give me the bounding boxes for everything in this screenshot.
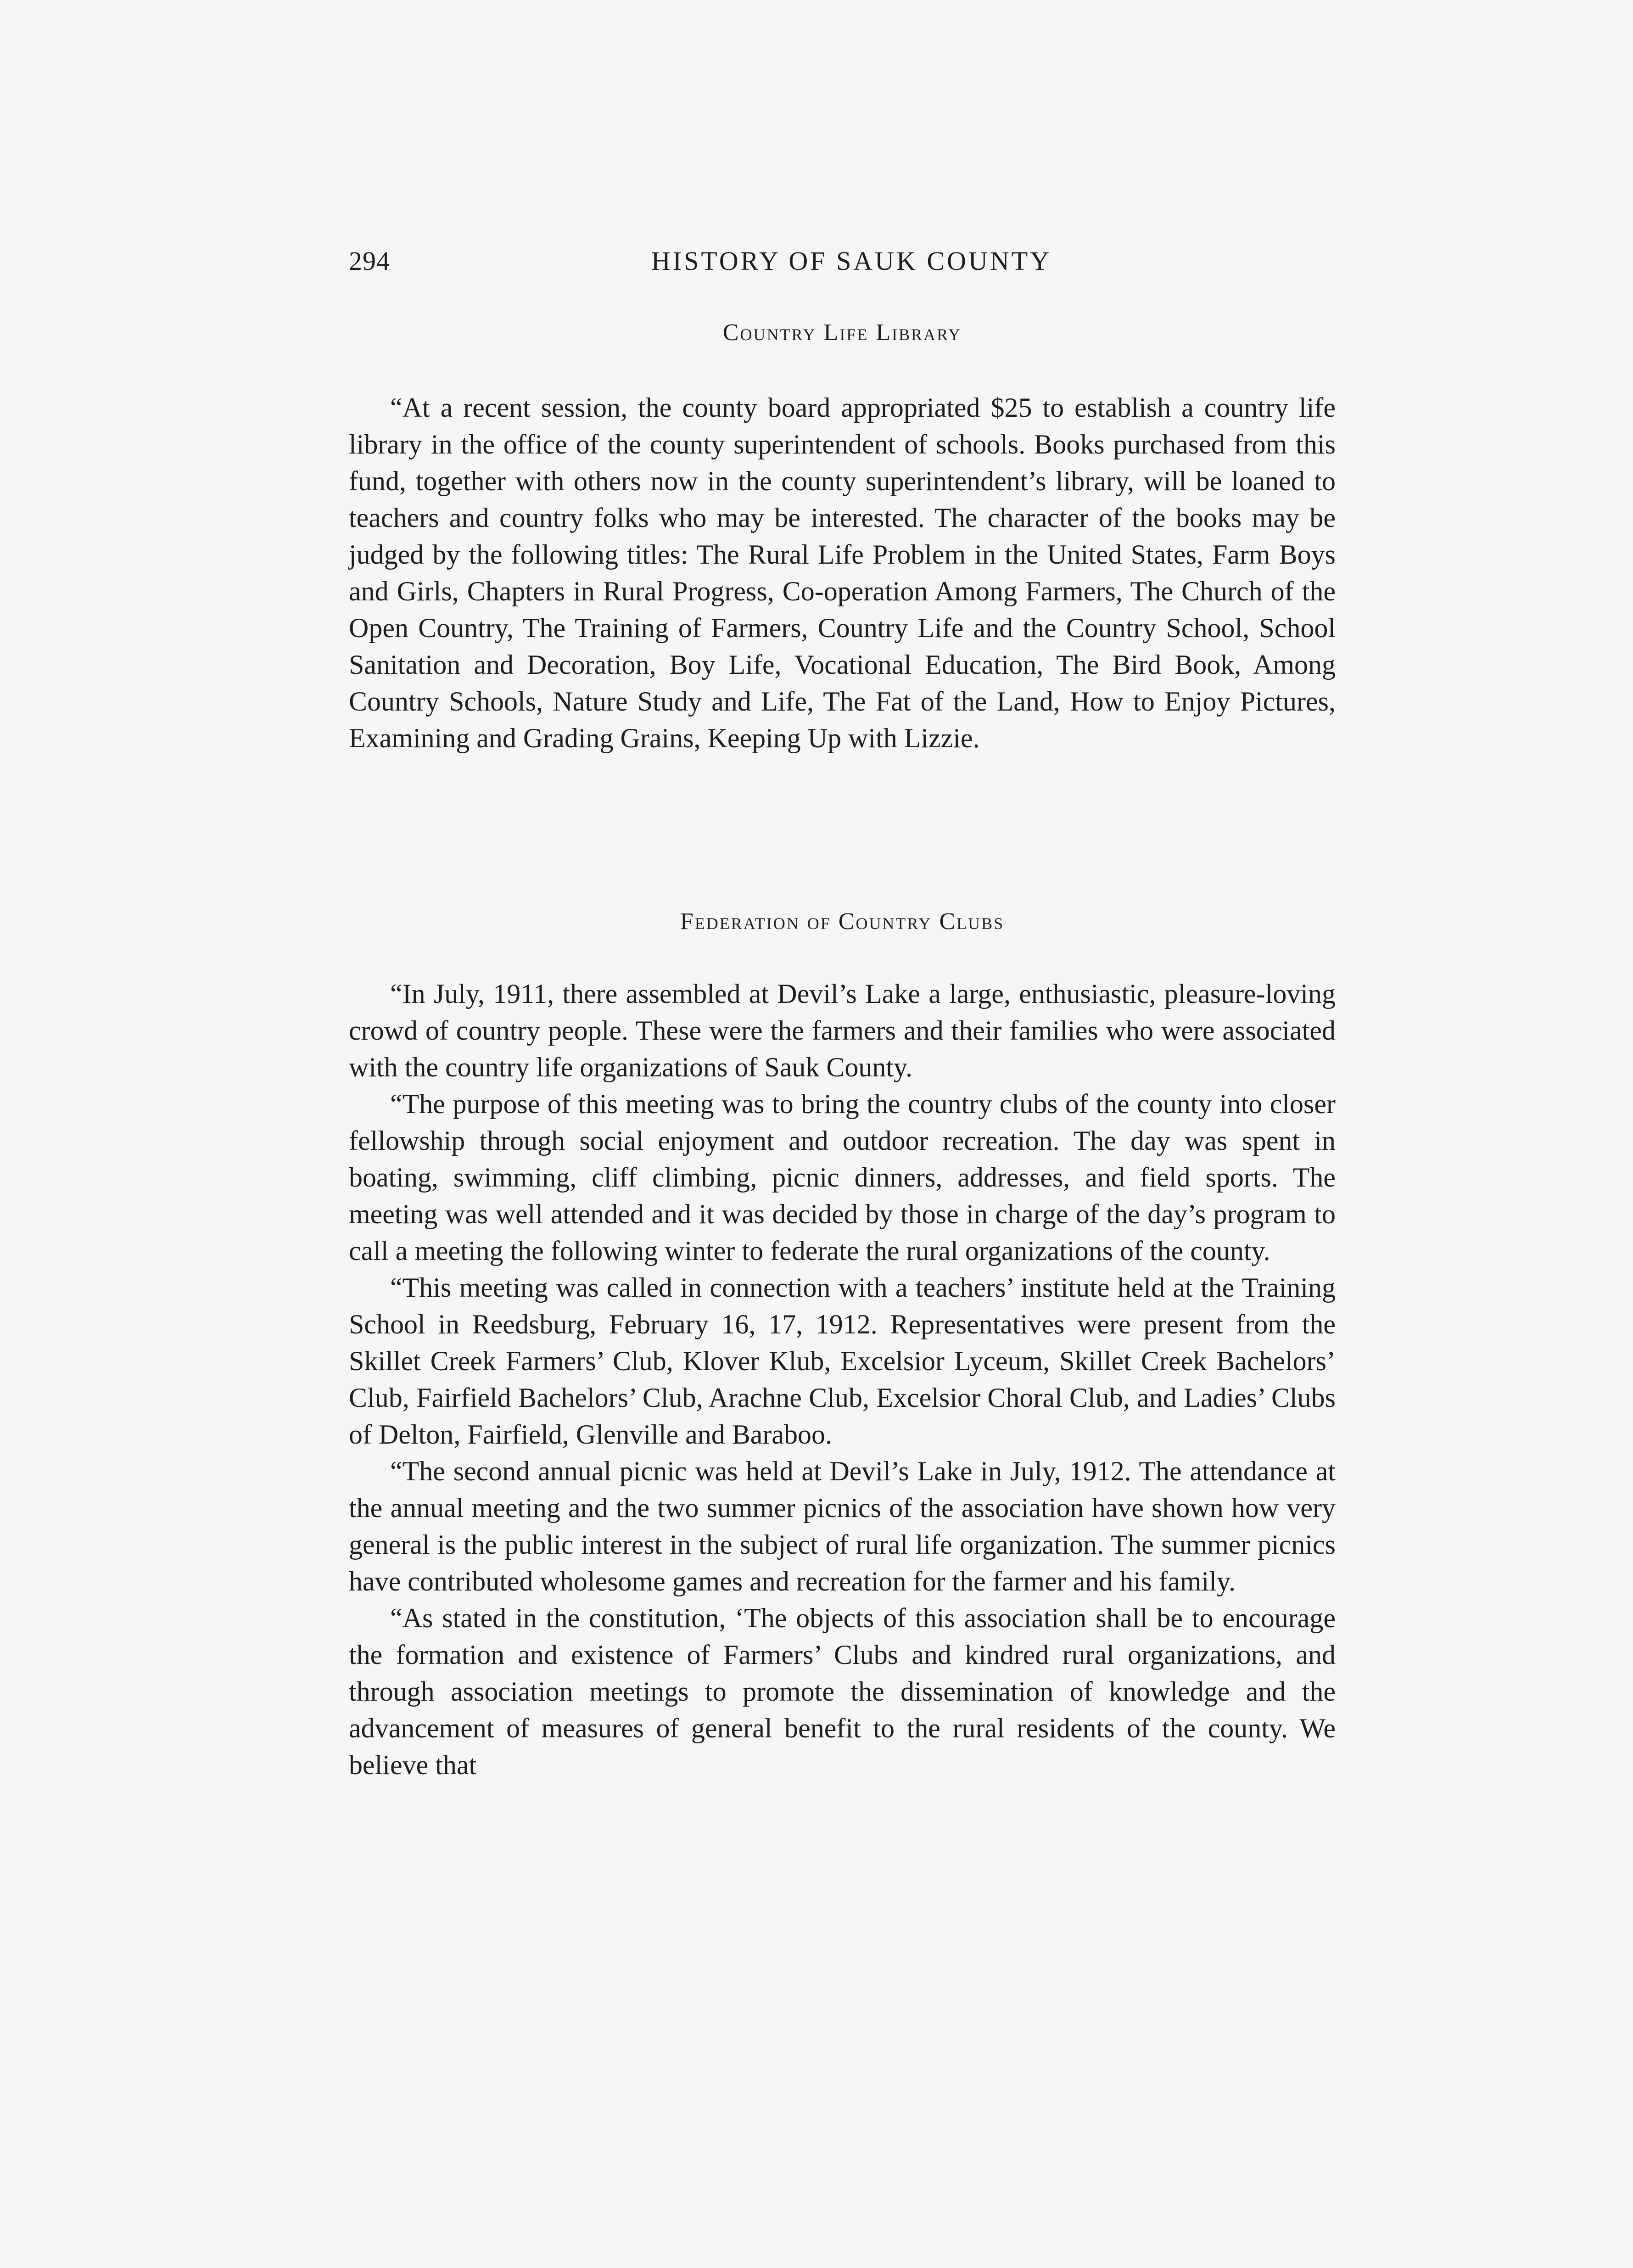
section-heading-country-life-library: Country Life Library — [722, 319, 962, 346]
section-body-country-life-library — [349, 389, 1336, 756]
paragraph: “The purpose of this meeting was to bring the country clubs of the county into closer fellowship through social enjoyment and outdoor recreation. The day was spent in boating, swimming, cliff climbing, picnic dinners, addresses, and field sports. The meeting was well attended and it was decided by those in charge of the day’s program to call a meeting the following winter to federate the rural organizations of the county. — [349, 1089, 1336, 1266]
section-heading-federation-of-country-clubs: Federation of Country Clubs — [680, 908, 1005, 935]
section-body-federation-of-country-clubs — [349, 975, 1336, 1783]
paragraph: “As stated in the constitution, ‘The objects of this association shall be to encourage the formation and existence of Farmers’ Clubs and kindred rural organizations, and through association meetings to promote the dissemination of knowledge and the advancement of measures of general benefit to the rural residents of the county. We believe that — [349, 1603, 1336, 1780]
paragraph: “The second annual picnic was held at Devil’s Lake in July, 1912. The attendance at the annual meeting and the two summer picnics of the association have shown how very general is the public interest in the subject of rural life organization. The summer picnics have contributed wholesome games and recreation for the farmer and his family. — [349, 1456, 1336, 1596]
page-number: 294 — [349, 246, 390, 276]
paragraph: “In July, 1911, there assembled at Devil’s Lake a large, enthusiastic, pleasure-loving crowd of country people. These were the farmers and their families who were associated with the country life organizations of Sauk County. — [349, 979, 1336, 1082]
paragraph: “This meeting was called in connection with a teachers’ institute held at the Training School in Reedsburg, February 16, 17, 1912. Representatives were present from the Skillet Creek Farmers’ Club, Klover Klub, Excelsior Lyceum, Skillet Creek Bachelors’ Club, Fairfield Bachelors’ Club, Arachne Club, Excelsior Choral Club, and Ladies’ Clubs of Delton, Fairfield, Glenville and Baraboo. — [349, 1272, 1336, 1450]
page-header — [349, 246, 1336, 287]
paragraph: “At a recent session, the county board appropriated $25 to establish a country life library in the office of the county superintendent of schools. Books purchased from this fund, together with others now in the county superintendent’s library, will be loaned to teachers and country folks who may be interested. The character of the books may be judged by the following titles: The Rural Life Problem in the United States, Farm Boys and Girls, Chapters in Rural Progress, Co-operation Among Farmers, The Church of the Open Country, The Training of Farmers, Country Life and the Country School, School Sanitation and Decoration, Boy Life, Vocational Education, The Bird Book, Among Country Schools, Nature Study and Life, The Fat of the Land, How to Enjoy Pictures, Examining and Grading Grains, Keeping Up with Lizzie. — [349, 392, 1336, 753]
running-head: HISTORY OF SAUK COUNTY — [651, 246, 1052, 276]
